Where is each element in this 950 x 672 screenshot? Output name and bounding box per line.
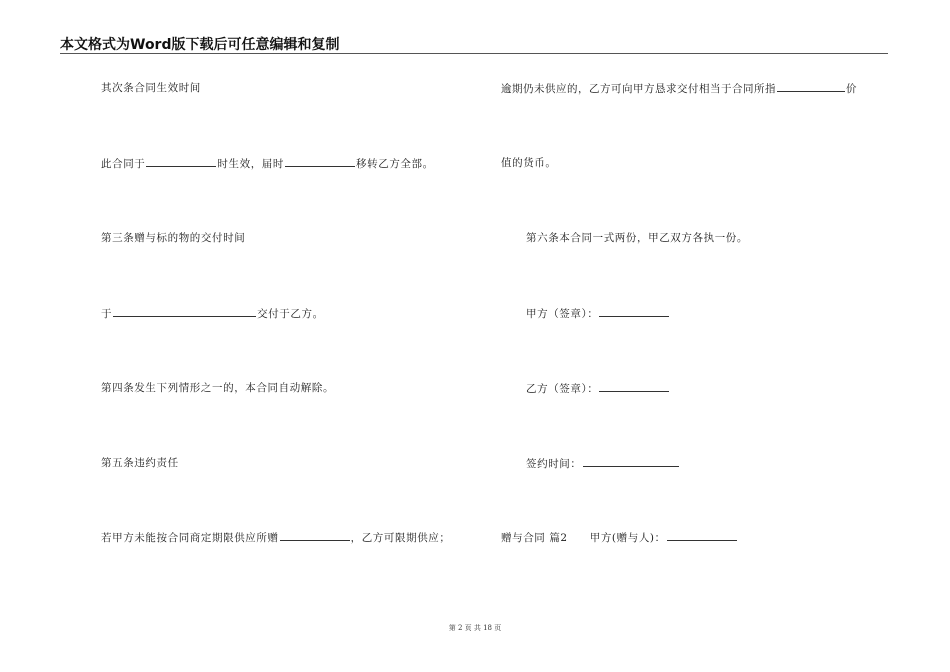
- page-number: 第 2 页 共 18 页: [448, 624, 502, 632]
- party-a-donor-label: 甲方(赠与人)：: [589, 532, 666, 544]
- party-a-signature: [526, 305, 670, 321]
- signing-date: [526, 455, 680, 471]
- blank-delivery: [113, 305, 256, 317]
- clause-2-title: [101, 80, 201, 95]
- clause-5-title: [101, 455, 179, 470]
- clause-5-continued: [501, 80, 857, 96]
- party-a-signature-label: 甲方（签章）：: [526, 308, 599, 320]
- party-b-signature-label: 乙方（签章）：: [526, 383, 599, 395]
- clause-3-title-text: 第三条赠与标的物的交付时间: [101, 232, 246, 244]
- contract-2-title: 赠与合同 篇2: [501, 532, 568, 544]
- blank-party-a-donor: [667, 529, 737, 541]
- clause-2-text-b: 时生效，届时: [217, 158, 285, 170]
- blank-party-a-signature: [599, 305, 669, 317]
- clause-2-body: [101, 155, 434, 171]
- blank-transfer: [285, 155, 355, 167]
- clause-5-cont-text-a: 逾期仍未供应的，乙方可向甲方恳求交付相当于合同所指: [501, 83, 776, 95]
- blank-signing-date: [583, 455, 679, 467]
- clause-5-body: [101, 529, 451, 545]
- clause-3-title: [101, 230, 245, 245]
- header-divider: [60, 53, 888, 54]
- blank-value: [777, 80, 845, 92]
- clause-4: [101, 380, 334, 395]
- clause-4-text: 第四条发生下列情形之一的，本合同自动解除。: [101, 382, 335, 394]
- clause-5-text-b: ，乙方可限期供应；: [350, 532, 451, 544]
- contract-2-heading: [501, 529, 738, 545]
- document-header-title: 本文格式为Word版下载后可任意编辑和复制: [60, 37, 340, 53]
- blank-party-b-signature: [599, 380, 669, 392]
- clause-3-text-b: 交付于乙方。: [257, 308, 324, 320]
- clause-5-cont-text-c: 值的货币。: [501, 157, 557, 169]
- blank-gift: [280, 529, 350, 541]
- party-b-signature: [526, 380, 670, 396]
- clause-6-text: 第六条本合同一式两份，甲乙双方各执一份。: [526, 232, 748, 244]
- clause-5-title-text: 第五条违约责任: [101, 457, 179, 469]
- clause-6: [526, 230, 748, 245]
- blank-effective-time: [146, 155, 216, 167]
- clause-5-cont-text-b: 价: [846, 83, 857, 95]
- clause-2-text-c: 移转乙方全部。: [356, 158, 434, 170]
- clause-5-text-a: 若甲方未能按合同商定期限供应所赠: [101, 532, 279, 544]
- clause-2-text-a: 此合同于: [101, 158, 146, 170]
- clause-3-text-a: 于: [101, 308, 113, 320]
- clause-3-body: [101, 305, 324, 321]
- signing-date-label: 签约时间：: [526, 458, 582, 470]
- clause-5-continued-2: [501, 155, 557, 170]
- clause-2-title-text: 其次条合同生效时间: [101, 82, 201, 94]
